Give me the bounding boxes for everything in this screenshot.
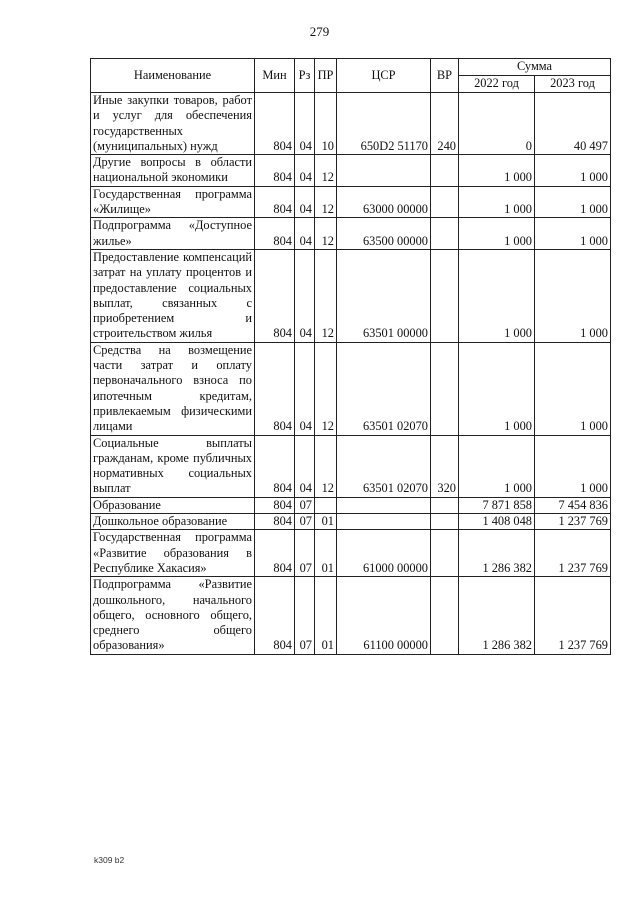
row-name: Государственная программа «Жилище» [91, 186, 255, 218]
table-row [91, 497, 611, 513]
row-csr: 61000 00000 [337, 530, 431, 577]
row-name: Подпрограмма «Развитие дошкольного, начального общего, основного общего, среднего общего образования» [91, 577, 255, 654]
row-sum-2022: 1 000 [459, 186, 535, 218]
row-pr: 12 [315, 218, 337, 250]
row-pr: 10 [315, 93, 337, 155]
row-name: Средства на возмещение части затрат и оплату первоначального взноса по ипотечным кредитам, привлекаемым физическими лицами [91, 342, 255, 435]
row-sum-2023: 1 000 [535, 342, 611, 435]
header-name: Наименование [91, 59, 255, 93]
header-csr: ЦСР [337, 59, 431, 93]
row-rz: 04 [295, 93, 315, 155]
row-name: Образование [91, 497, 255, 513]
row-pr: 12 [315, 186, 337, 218]
row-vr: 240 [431, 93, 459, 155]
row-rz: 04 [295, 155, 315, 187]
page-number: 279 [309, 24, 330, 39]
row-sum-2022: 1 000 [459, 435, 535, 497]
header-year-2022: 2022 год [459, 76, 535, 93]
row-vr [431, 342, 459, 435]
row-vr [431, 577, 459, 654]
table-row [91, 435, 611, 497]
row-sum-2022: 1 286 382 [459, 530, 535, 577]
table-row [91, 342, 611, 435]
row-sum-2023: 1 237 769 [535, 577, 611, 654]
row-rz: 04 [295, 435, 315, 497]
row-sum-2022: 1 000 [459, 155, 535, 187]
row-min: 804 [255, 435, 295, 497]
row-rz: 07 [295, 577, 315, 654]
table-row [91, 218, 611, 250]
row-sum-2023: 1 000 [535, 186, 611, 218]
table-row [91, 249, 611, 342]
row-sum-2022: 1 408 048 [459, 514, 535, 530]
row-csr [337, 155, 431, 187]
row-pr: 12 [315, 435, 337, 497]
row-min: 804 [255, 155, 295, 187]
row-sum-2022: 0 [459, 93, 535, 155]
row-sum-2023: 1 237 769 [535, 530, 611, 577]
row-pr: 01 [315, 514, 337, 530]
row-name: Иные закупки товаров, работ и услуг для обеспечения государственных (муниципальных) нужд [91, 93, 255, 155]
row-min: 804 [255, 249, 295, 342]
row-pr: 12 [315, 342, 337, 435]
row-sum-2023: 1 000 [535, 218, 611, 250]
row-sum-2023: 1 000 [535, 249, 611, 342]
row-sum-2022: 1 000 [459, 218, 535, 250]
row-min: 804 [255, 186, 295, 218]
row-csr [337, 514, 431, 530]
row-rz: 04 [295, 186, 315, 218]
header-min: Мин [255, 59, 295, 93]
budget-table [90, 58, 611, 655]
header-sum: Сумма [459, 59, 611, 76]
row-rz: 04 [295, 249, 315, 342]
row-sum-2023: 40 497 [535, 93, 611, 155]
row-vr [431, 218, 459, 250]
row-name: Социальные выплаты гражданам, кроме публичных нормативных социальных выплат [91, 435, 255, 497]
row-pr [315, 497, 337, 513]
table-row [91, 155, 611, 187]
row-pr: 12 [315, 155, 337, 187]
row-pr: 12 [315, 249, 337, 342]
row-sum-2023: 1 237 769 [535, 514, 611, 530]
row-vr [431, 186, 459, 218]
row-sum-2022: 1 000 [459, 249, 535, 342]
header-pr: ПР [315, 59, 337, 93]
row-name: Другие вопросы в области национальной экономики [91, 155, 255, 187]
row-csr: 650D2 51170 [337, 93, 431, 155]
row-sum-2023: 7 454 836 [535, 497, 611, 513]
header-year-2023: 2023 год [535, 76, 611, 93]
row-csr: 63501 02070 [337, 342, 431, 435]
header-rz: Рз [295, 59, 315, 93]
row-name: Государственная программа «Развитие образования в Республике Хакасия» [91, 530, 255, 577]
row-name: Дошкольное образование [91, 514, 255, 530]
row-sum-2022: 1 286 382 [459, 577, 535, 654]
table-row [91, 186, 611, 218]
row-min: 804 [255, 497, 295, 513]
row-vr [431, 249, 459, 342]
row-name: Подпрограмма «Доступное жилье» [91, 218, 255, 250]
row-vr [431, 530, 459, 577]
row-csr [337, 497, 431, 513]
row-vr [431, 514, 459, 530]
row-vr [431, 497, 459, 513]
footer-code: k309 b2 [94, 855, 125, 865]
row-min: 804 [255, 218, 295, 250]
row-rz: 04 [295, 342, 315, 435]
row-sum-2022: 7 871 858 [459, 497, 535, 513]
row-min: 804 [255, 514, 295, 530]
row-csr: 61100 00000 [337, 577, 431, 654]
row-csr: 63501 02070 [337, 435, 431, 497]
row-pr: 01 [315, 530, 337, 577]
row-sum-2023: 1 000 [535, 155, 611, 187]
row-name: Предоставление компенсаций затрат на уплату процентов и предоставление социальных выплат, связанных с приобретением и строительством жилья [91, 249, 255, 342]
header-vr: ВР [431, 59, 459, 93]
row-csr: 63500 00000 [337, 218, 431, 250]
table-row [91, 577, 611, 654]
row-rz: 04 [295, 218, 315, 250]
table-row [91, 514, 611, 530]
row-min: 804 [255, 342, 295, 435]
row-sum-2022: 1 000 [459, 342, 535, 435]
table-row [91, 530, 611, 577]
row-csr: 63501 00000 [337, 249, 431, 342]
row-min: 804 [255, 93, 295, 155]
row-sum-2023: 1 000 [535, 435, 611, 497]
row-pr: 01 [315, 577, 337, 654]
table-row [91, 93, 611, 155]
row-rz: 07 [295, 530, 315, 577]
row-min: 804 [255, 577, 295, 654]
row-rz: 07 [295, 497, 315, 513]
row-rz: 07 [295, 514, 315, 530]
row-vr [431, 155, 459, 187]
row-vr: 320 [431, 435, 459, 497]
row-csr: 63000 00000 [337, 186, 431, 218]
row-min: 804 [255, 530, 295, 577]
